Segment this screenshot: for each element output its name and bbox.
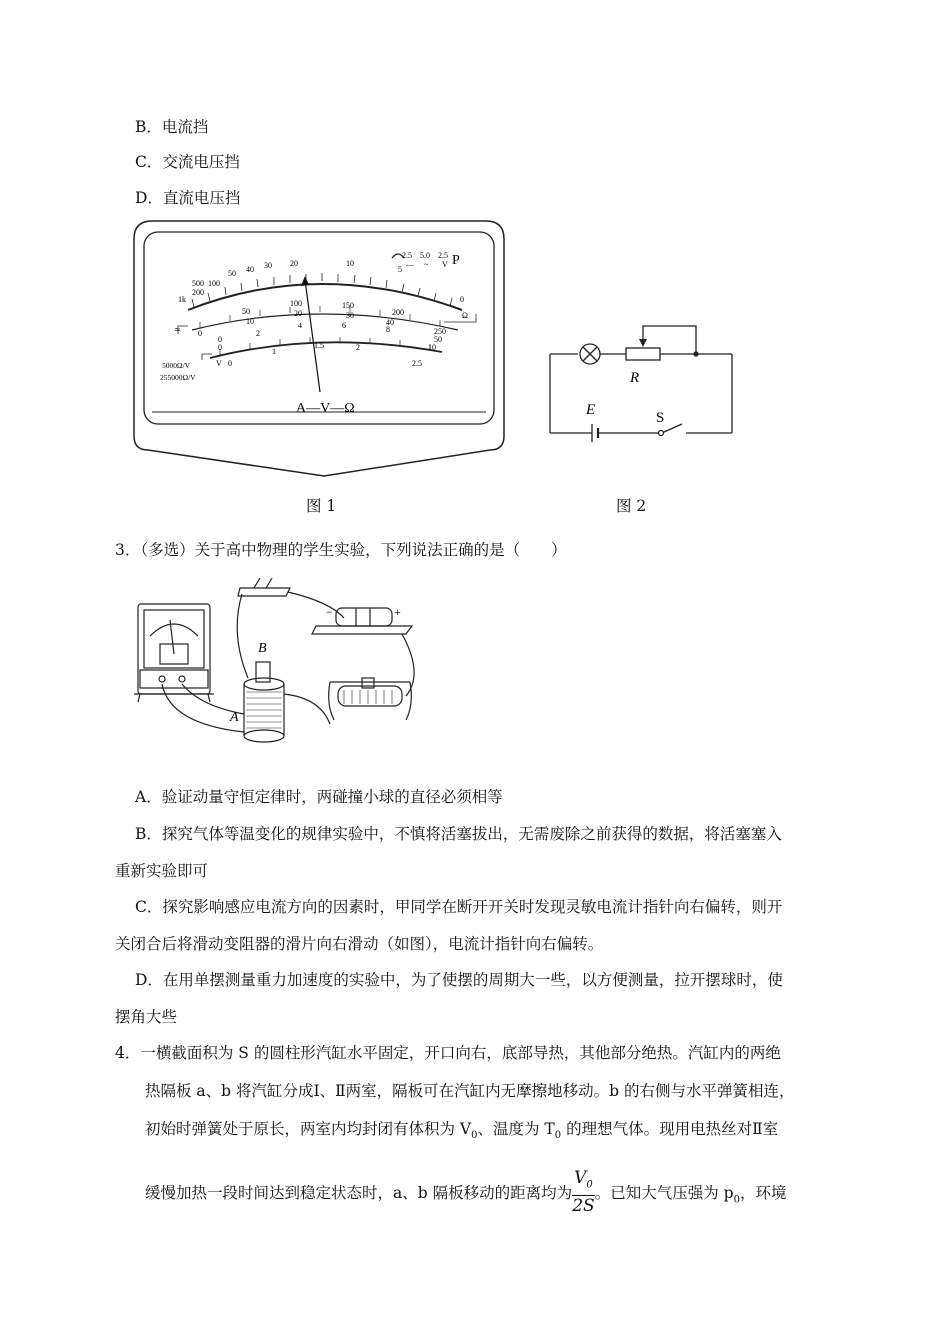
ohm-tick: 30 — [264, 261, 272, 270]
dc-ac-symbol: ≃ — [174, 325, 181, 334]
question-3-stem: 3．（多选）关于高中物理的学生实验，下列说法正确的是（ ） — [115, 541, 567, 559]
brand-label: A—V—Ω — [296, 401, 355, 416]
accuracy-value: 2.5 — [438, 251, 448, 260]
fraction-v0-over-2s — [572, 1168, 595, 1216]
ohm-tick: 20 — [290, 259, 298, 268]
dc-tick: 6 — [342, 321, 346, 330]
accuracy-mark: V — [442, 260, 448, 269]
question-4-line4 — [145, 1170, 787, 1222]
ohm-tick: 500 — [192, 279, 204, 288]
option-c: C．交流电压挡 — [135, 153, 240, 171]
ohm-tick: 50 — [228, 269, 236, 278]
dc-tick: 2 — [256, 329, 260, 338]
dc-tick: 0 — [198, 329, 202, 338]
question-4-line3 — [145, 1119, 778, 1146]
dc-tick: 10 — [246, 317, 254, 326]
ac-tick: 2 — [356, 343, 360, 352]
accuracy-value: 5.0 — [420, 251, 430, 260]
ohm-tick: 40 — [246, 265, 254, 274]
ac-tick: 1 — [272, 347, 276, 356]
dc-tick: 100 — [290, 299, 302, 308]
subscript: 0 — [733, 1194, 740, 1206]
dc-tick: 8 — [386, 325, 390, 334]
p-label: P — [452, 253, 460, 268]
accuracy-mark: — — [406, 260, 414, 269]
ohm-tick: 0 — [460, 295, 464, 304]
ohm-tick: 200 — [192, 288, 204, 297]
q3-option-b-line2: 重新实验即可 — [115, 862, 209, 880]
ohm-tick: 10 — [346, 259, 354, 268]
ac-tick: 0 — [228, 359, 232, 368]
q3-option-c-line2: 关闭合后将滑动变阻器的滑片向右滑动（如图），电流计指针向右偏转。 — [115, 935, 604, 953]
question-4-line1: 4．一横截面积为 S 的圆柱形汽缸水平固定，开口向右，底部导热，其他部分绝热。汽缸内的两绝 — [115, 1044, 781, 1062]
dc-tick: 50 — [434, 335, 442, 344]
text-run: 。已知大气压强为 p — [594, 1184, 734, 1203]
ohm-unit: Ω — [462, 311, 468, 320]
subscript: 0 — [554, 1130, 562, 1142]
text-run: 的理想气体。现用电热丝对Ⅱ室 — [561, 1120, 779, 1138]
dc-tick: 4 — [298, 321, 302, 330]
sensitivity-spec-1: 5000Ω/V — [162, 361, 191, 370]
accuracy-mark: ~ — [424, 260, 429, 269]
text-run: 缓慢加热一段时间达到稳定状态时，a、b 隔板移动的距离均为 — [145, 1184, 573, 1203]
subscript: 0 — [471, 1130, 478, 1142]
fraction-numerator: V — [574, 1168, 587, 1188]
dc-tick: 40 — [386, 318, 394, 327]
question-4-line2: 热隔板 a、b 将汽缸分成Ⅰ、Ⅱ两室，隔板可在汽缸内无摩擦地移动。b 的右侧与水平弹簧相连， — [145, 1082, 795, 1100]
coil-b-label: B — [258, 641, 267, 656]
q3-option-a: A．验证动量守恒定律时，两碰撞小球的直径必须相等 — [135, 788, 503, 806]
v-unit: V — [216, 359, 222, 368]
fraction-denominator: 2S — [572, 1196, 595, 1217]
option-d: D．直流电压挡 — [135, 189, 241, 207]
subscript: 0 — [586, 1179, 593, 1191]
dc-tick: 200 — [392, 308, 404, 317]
multimeter-dial-figure — [130, 218, 510, 480]
option-b: B．电流挡 — [135, 118, 209, 136]
q3-option-d-line2: 摆角大些 — [115, 1008, 178, 1026]
ac-tick: 1.5 — [314, 341, 324, 350]
q3-option-b-line1: B．探究气体等温变化的规律实验中，不慎将活塞拔出，无需废除之前获得的数据，将活塞塞入 — [135, 825, 782, 843]
q3-option-d-line1: D．在用单摆测量重力加速度的实验中，为了使摆的周期大一些，以方便测量，拉开摆球时，使 — [135, 971, 783, 989]
dc-tick: 20 — [294, 309, 302, 318]
induction-experiment-figure — [130, 574, 430, 752]
accuracy-value: 2.5 — [402, 251, 412, 260]
dc-tick: 10 — [428, 343, 436, 352]
coil-a-label: A — [230, 710, 239, 725]
circuit-figure — [540, 318, 740, 444]
ohm-tick: 100 — [208, 279, 220, 288]
dc-tick: 150 — [342, 301, 354, 310]
battery-minus-label: − — [326, 605, 333, 619]
dc-tick: 0 — [218, 343, 222, 352]
sensitivity-spec-2: 255000Ω/V — [160, 373, 196, 382]
resistor-label: R — [630, 370, 640, 386]
q3-option-c-line1: C．探究影响感应电流方向的因素时，甲同学在断开开关时发现灵敏电流计指针向右偏转，则开 — [135, 898, 783, 916]
dc-tick: 0 — [218, 335, 222, 344]
dc-tick: 30 — [346, 311, 354, 320]
emf-label: E — [586, 402, 596, 418]
text-run: ，环境 — [739, 1184, 787, 1203]
battery-plus-label: + — [394, 605, 401, 619]
ohm-tick: 5 — [398, 265, 402, 274]
dc-tick: 50 — [242, 307, 250, 316]
ohm-tick: 1k — [178, 295, 186, 304]
figure-2-caption: 图 2 — [616, 497, 647, 515]
text-run: 初始时弹簧处于原长，两室内均封闭有体积为 V — [145, 1120, 472, 1138]
figure-1-caption: 图 1 — [306, 497, 337, 515]
dc-tick: 250 — [434, 327, 446, 336]
text-run: 、温度为 T — [477, 1120, 555, 1138]
switch-label: S — [656, 410, 665, 426]
ac-tick: 2.5 — [412, 359, 422, 368]
